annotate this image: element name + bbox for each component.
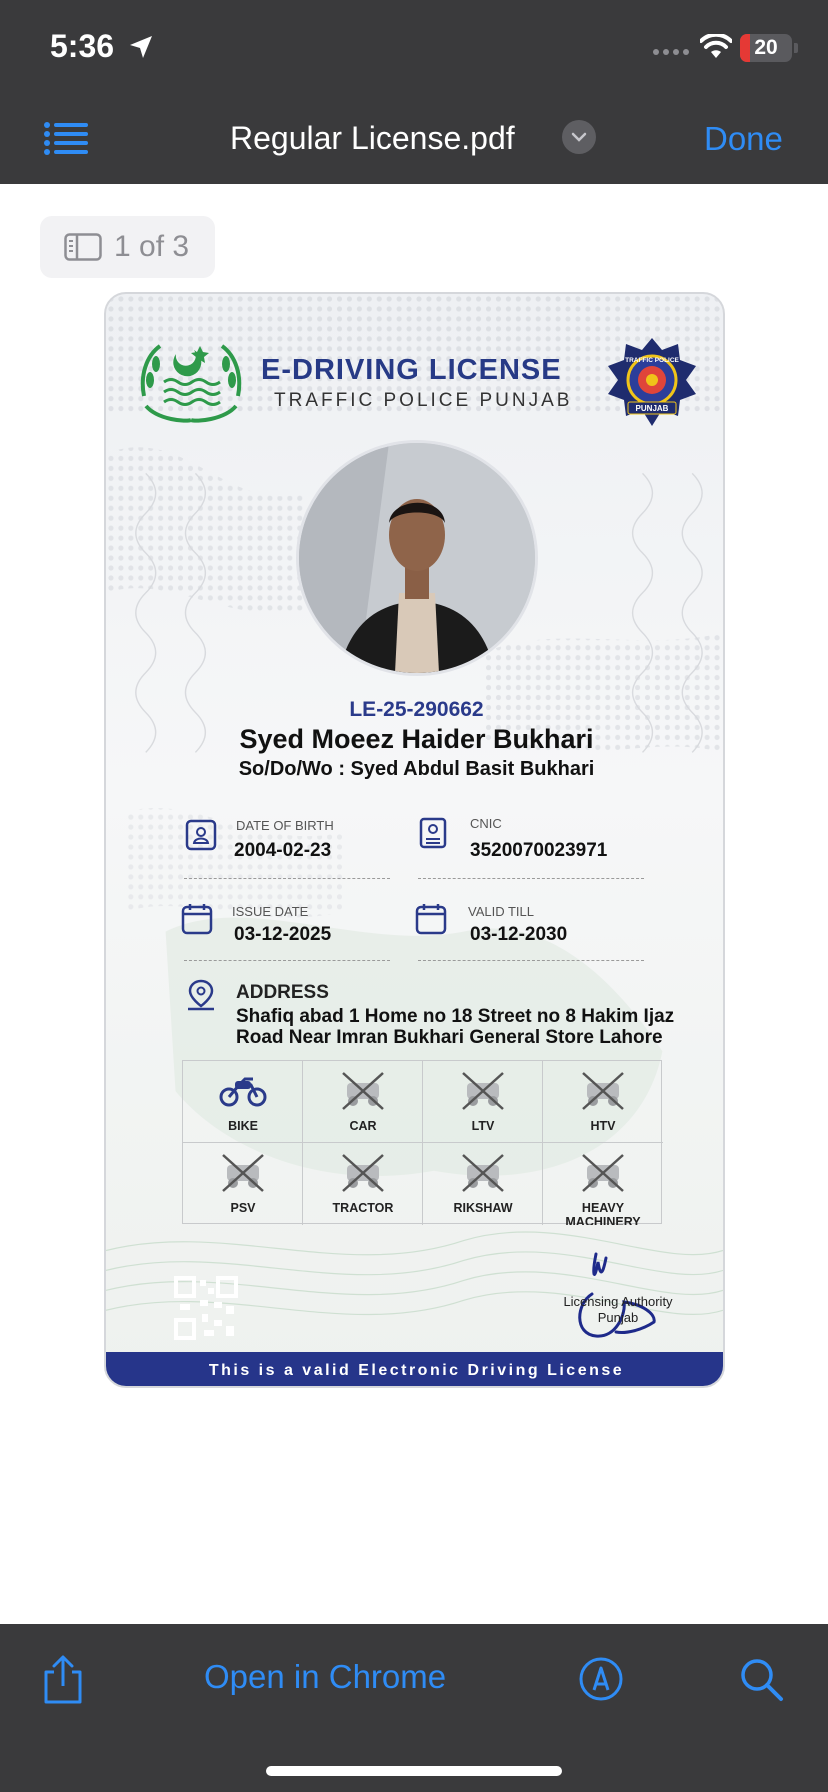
address-value: Shafiq abad 1 Home no 18 Street no 8 Hakim Ijaz Road Near Imran Bukhari General Store Lahore xyxy=(236,1006,675,1048)
vehicle-category-htv xyxy=(543,1061,663,1143)
location-pin-icon xyxy=(184,978,218,1012)
valid-label: VALID TILL xyxy=(468,904,534,919)
punjab-emblem-logo xyxy=(136,336,246,424)
vehicle-category-rikshaw xyxy=(423,1143,543,1225)
cnic-value: 3520070023971 xyxy=(470,840,608,861)
authority-line-1: Licensing Authority xyxy=(563,1294,673,1309)
vehicle-not-allowed-icon xyxy=(339,1151,387,1195)
motorbike-icon xyxy=(219,1069,267,1109)
vehicle-category-label: CAR xyxy=(349,1119,377,1133)
location-arrow-icon xyxy=(128,34,154,60)
vehicle-category-psv xyxy=(183,1143,303,1225)
divider xyxy=(418,960,644,961)
vehicle-category-label: HTV xyxy=(590,1119,616,1133)
signal-dots-icon xyxy=(652,48,692,56)
markup-pen-icon[interactable] xyxy=(578,1656,624,1702)
vehicle-category-tractor xyxy=(303,1143,423,1225)
dob-value: 2004-02-23 xyxy=(234,840,332,861)
holder-photo xyxy=(296,440,538,676)
dob-label: DATE OF BIRTH xyxy=(236,818,334,833)
search-icon[interactable] xyxy=(738,1656,784,1702)
vehicle-category-label: RIKSHAW xyxy=(453,1201,513,1215)
bottom-toolbar xyxy=(0,1624,828,1792)
vehicle-not-allowed-icon xyxy=(339,1069,387,1113)
cnic-badge-icon xyxy=(416,816,450,850)
vehicle-category-grid xyxy=(182,1060,662,1224)
done-button[interactable]: Done xyxy=(704,120,783,157)
holder-name: Syed Moeez Haider Bukhari xyxy=(239,724,594,754)
traffic-police-badge-logo xyxy=(606,336,698,428)
validity-footer: This is a valid Electronic Driving License xyxy=(106,1352,725,1388)
vehicle-category-label: PSV xyxy=(230,1201,256,1215)
person-portrait-icon xyxy=(299,443,535,673)
vehicle-not-allowed-icon xyxy=(219,1151,267,1195)
wifi-icon xyxy=(700,34,732,60)
battery-indicator xyxy=(740,34,792,62)
status-time: 5:36 xyxy=(50,28,115,64)
license-number: LE-25-290662 xyxy=(349,698,484,721)
open-in-chrome-button[interactable]: Open in Chrome xyxy=(204,1658,447,1695)
divider xyxy=(418,878,644,879)
page-indicator-label: 1 of 3 xyxy=(114,230,190,263)
vehicle-category-label: TRACTOR xyxy=(332,1201,394,1215)
title-menu-button[interactable] xyxy=(562,120,596,154)
share-icon[interactable] xyxy=(40,1654,86,1704)
page-indicator[interactable] xyxy=(40,216,215,278)
id-card-icon xyxy=(184,818,218,852)
cnic-label: CNIC xyxy=(470,816,502,831)
vehicle-not-allowed-icon xyxy=(459,1151,507,1195)
vehicle-category-label: LTV xyxy=(471,1119,495,1133)
divider xyxy=(184,878,390,879)
issue-value: 03-12-2025 xyxy=(234,924,332,945)
divider xyxy=(184,960,390,961)
licensing-authority xyxy=(526,1294,710,1326)
vehicle-category-car xyxy=(303,1061,423,1143)
list-icon[interactable] xyxy=(44,122,88,156)
battery-nub xyxy=(794,43,798,53)
nav-bar xyxy=(0,94,828,184)
vehicle-category-ltv xyxy=(423,1061,543,1143)
authority-line-2: Punjab xyxy=(597,1310,639,1325)
badge-bottom-text: PUNJAB xyxy=(635,404,669,413)
holder-parent: So/Do/Wo : Syed Abdul Basit Bukhari xyxy=(238,758,595,780)
badge-top-text: TRAFFIC POLICE xyxy=(625,357,679,364)
vehicle-category-heavy-machinery xyxy=(543,1143,663,1225)
calendar-icon xyxy=(414,902,448,936)
vehicle-not-allowed-icon xyxy=(579,1069,627,1113)
sidebar-thumbnails-icon xyxy=(64,233,102,261)
valid-value: 03-12-2030 xyxy=(470,924,568,945)
license-card xyxy=(104,292,725,1388)
vehicle-category-label: HEAVY MACHINERY xyxy=(565,1201,641,1225)
chevron-down-icon xyxy=(571,131,587,143)
license-subtitle: TRAFFIC POLICE PUNJAB xyxy=(274,390,573,411)
calendar-icon xyxy=(180,902,214,936)
document-title[interactable]: Regular License.pdf xyxy=(230,120,515,156)
home-indicator xyxy=(266,1766,562,1776)
vehicle-not-allowed-icon xyxy=(459,1069,507,1113)
battery-level: 20 xyxy=(754,36,778,59)
qr-code-icon xyxy=(174,1276,238,1340)
vehicle-category-bike xyxy=(183,1061,303,1143)
license-title: E-DRIVING LICENSE xyxy=(261,354,562,386)
vehicle-not-allowed-icon xyxy=(579,1151,627,1195)
issue-label: ISSUE DATE xyxy=(232,904,309,919)
status-bar xyxy=(0,0,828,94)
vehicle-category-label: BIKE xyxy=(228,1119,258,1133)
address-label: ADDRESS xyxy=(236,982,329,1003)
